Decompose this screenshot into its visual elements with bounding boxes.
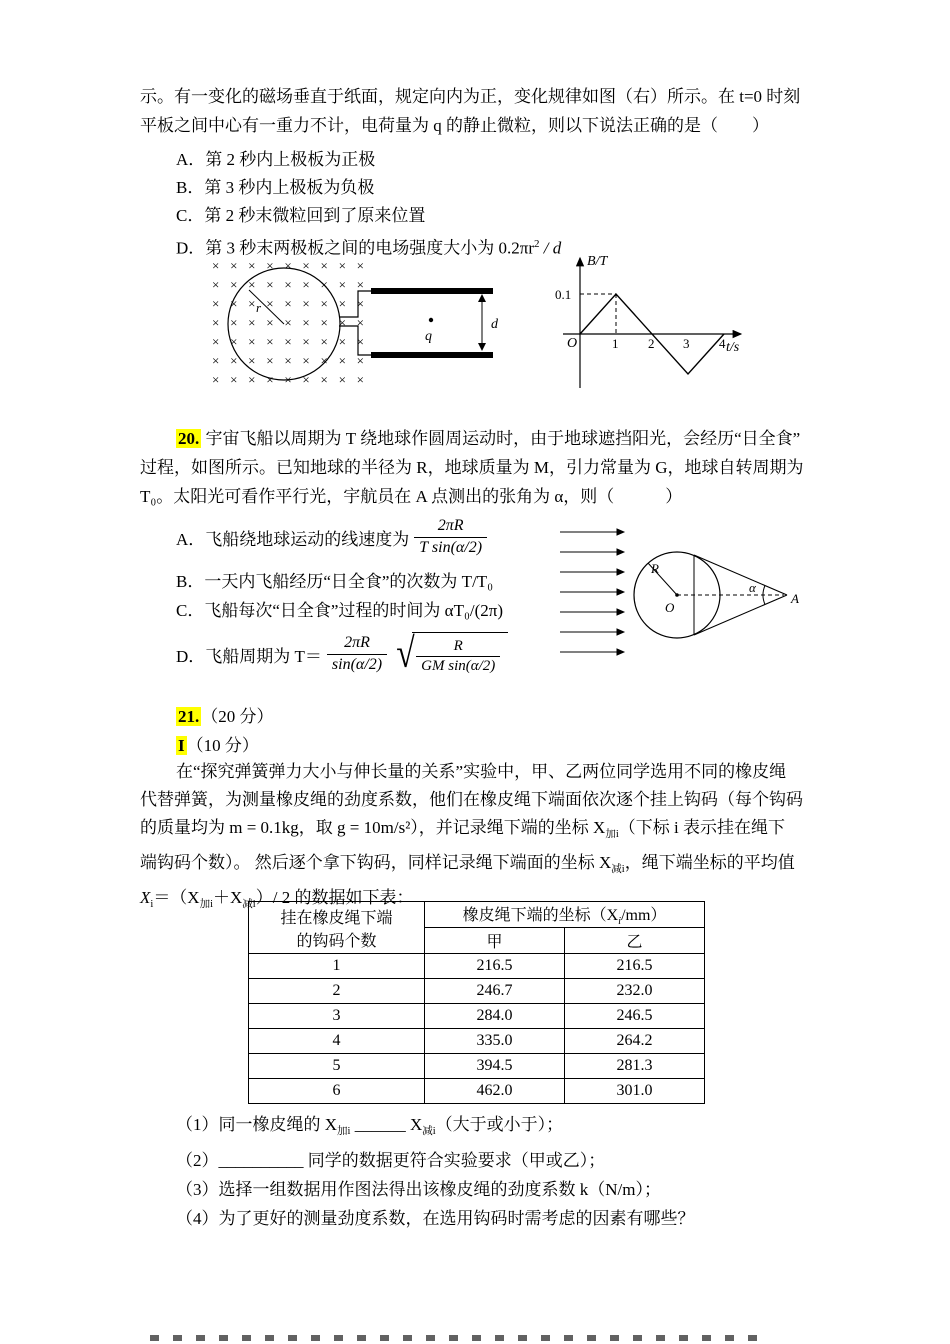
cell: 281.3: [565, 1054, 705, 1079]
q20-line-3: T₀。太阳光可看作平行光，宇航员在 A 点测出的张角为 α，则（ ）: [140, 487, 683, 506]
cell: 462.0: [425, 1079, 565, 1104]
cell: 232.0: [565, 979, 705, 1004]
q20-option-c: C．飞船每次“日全食”过程的时间为 αT₀/(2π): [176, 601, 504, 620]
svg-text:×××××××××: ×××××××××: [212, 334, 364, 349]
x-axis-label: t/s: [726, 340, 740, 355]
q19-line-1: 示。有一变化的磁场垂直于纸面，规定向内为正，变化规律如图（右）所示。在 t=0 时刻: [140, 87, 801, 106]
q21-para-line-3: 的质量均为 m = 0.1kg，取 g = 10m/s²），并记录绳下端的坐标 $X_{加i}$（下标 i 表示挂在绳下: [140, 818, 785, 840]
svg-text:×××××××××: ×××××××××: [212, 353, 364, 368]
table-row: [249, 1079, 705, 1104]
y-tick-label: 0.1: [555, 287, 572, 302]
tick-1: 1: [612, 336, 619, 351]
question-19-text: [140, 82, 830, 140]
angle-label: α: [749, 580, 756, 595]
svg-text:×××××××××: ×××××××××: [212, 296, 364, 311]
tick-2: 2: [648, 336, 655, 351]
cell: 216.5: [565, 954, 705, 979]
origin-label: O: [567, 336, 578, 351]
svg-text:×××××××××: ×××××××××: [212, 372, 364, 387]
q20-line-2: 过程，如图所示。已知地球的半径为 R，地球质量为 M，引力常量为 G，地球自转周期为: [140, 458, 804, 477]
cell: 264.2: [565, 1029, 705, 1054]
radius-label: r: [256, 300, 262, 315]
fraction: $\frac{R}{\text{GM sin(α/2)}}$: [416, 637, 500, 677]
sunlight-arrows: [560, 532, 624, 652]
top-plate: [371, 288, 493, 294]
bottom-plate: [371, 352, 493, 358]
sub-question-1: （1）同一橡皮绳的 $X_{加i}$ ______ $X_{减i}$（大于或小于）；: [176, 1115, 564, 1137]
center-label: O: [665, 600, 675, 615]
cell: 4: [249, 1029, 425, 1054]
svg-text:×××××××××: ×××××××××: [212, 258, 364, 273]
table-row: [249, 1029, 705, 1054]
sub-question-3: （3）选择一组数据用作图法得出该橡皮绳的劲度系数 k（N/m）；: [176, 1180, 661, 1199]
magnetic-field-capacitor-figure: [206, 254, 556, 392]
cell: 6: [249, 1079, 425, 1104]
cell: 2: [249, 979, 425, 1004]
q21-part-number: I: [178, 736, 185, 755]
svg-text:×××××××××: ×××××××××: [212, 315, 364, 330]
cell: 246.5: [565, 1004, 705, 1029]
q21-sub-questions: [176, 1110, 695, 1233]
q20-option-d: D．飞船周期为 T＝ $\frac{2\pi R}{\sin(\alpha/2)}$ √ $\frac{R}{\text{GM sin(α/2)}}$: [176, 627, 508, 681]
tick-4: 4: [719, 336, 726, 351]
cell: 394.5: [425, 1054, 565, 1079]
cell: 301.0: [565, 1079, 705, 1104]
q21-para-line-1: 在“探究弹簧弹力大小与伸长量的关系”实验中，甲、乙两位同学选用不同的橡皮绳: [176, 762, 787, 781]
q20-number: 20.: [178, 429, 200, 448]
cell: 284.0: [425, 1004, 565, 1029]
eclipse-figure: [552, 520, 814, 670]
measurement-table: [248, 901, 705, 1104]
cell: 5: [249, 1054, 425, 1079]
q21-paragraph: [140, 758, 835, 919]
table-header-row-1: [249, 902, 705, 928]
table-row: [249, 954, 705, 979]
q19-option-c: C．第 2 秒末微粒回到了原来位置: [176, 206, 426, 225]
earth-radius-label: R: [651, 561, 659, 576]
q19-option-b: B．第 3 秒内上极板为负极: [176, 178, 375, 197]
superscript-2: 2: [534, 238, 540, 250]
square-root: √ $\frac{R}{\text{GM sin(α/2)}}$: [394, 632, 508, 677]
cell: 3: [249, 1004, 425, 1029]
cell: 216.5: [425, 954, 565, 979]
q19-option-a: A．第 2 秒内上极板为正极: [176, 150, 376, 169]
q21-para-line-2: 代替弹簧，为测量橡皮绳的劲度系数，他们在橡皮绳下端面依次逐个挂上钩码（每个钩码: [140, 790, 803, 809]
q19-line-2: 平板之间中心有一重力不计，电荷量为 q 的静止微粒，则以下说法正确的是（ ）: [140, 116, 769, 135]
student-yi-header: 乙: [565, 928, 705, 954]
point-a-label: A: [791, 591, 799, 606]
q20-line-1: 20. 宇宙飞船以周期为 T 绕地球作圆周运动时，由于地球遮挡阳光，会经历“日全食”: [178, 429, 801, 448]
charge-label: q: [425, 329, 432, 344]
q21-number: 21.: [178, 707, 200, 726]
table-row: [249, 979, 705, 1004]
student-jia-header: 甲: [425, 928, 565, 954]
fraction: $\frac{2\pi R}{\text{T sin(α/2)}}$: [414, 516, 487, 559]
q21-part-heading: I （10 分）: [178, 736, 259, 755]
q21-para-line-4: 端钩码个数）。 然后逐个拿下钩码，同样记录绳下端面的坐标 $X_{减i}$，绳下端坐标的平均值: [140, 853, 795, 875]
plate-gap-label: d: [491, 317, 498, 332]
question-19-options: [176, 146, 561, 263]
table-row: [249, 1054, 705, 1079]
q21-para-line-5: $X_i=(X_{加i}+X_{减i})/$ 2 的数据如下表：: [140, 888, 414, 910]
cell: 246.7: [425, 979, 565, 1004]
q19-option-d: D．第 3 秒末两极板之间的电场强度大小为 $0.2\pi r^2$ / d: [176, 238, 562, 258]
fraction: $\frac{2\pi R}{\sin(\alpha/2)}$: [327, 633, 387, 676]
charged-particle-dot: [429, 318, 433, 322]
clipped-text-line: [150, 1335, 758, 1341]
sub-question-2: （2）__________ 同学的数据更符合实验要求（甲或乙）；: [176, 1151, 606, 1170]
q20-option-b: B．一天内飞船经历“日全食”的次数为 T/T₀: [176, 572, 494, 591]
svg-text:×××××××××: ×××××××××: [212, 277, 364, 292]
b-t-graph: [545, 246, 760, 398]
coordinate-header-cell: 橡皮绳下端的坐标$(X_i/mm)$: [425, 902, 705, 928]
tick-3: 3: [683, 336, 690, 351]
hook-count-header-cell: 挂在橡皮绳下端 的钩码个数: [249, 902, 425, 954]
table-row: [249, 1004, 705, 1029]
q21-heading: 21. （20 分）: [178, 707, 274, 726]
cell: 1: [249, 954, 425, 979]
cell: 335.0: [425, 1029, 565, 1054]
sub-question-4: （4）为了更好的测量劲度系数，在选用钩码时需考虑的因素有哪些？: [176, 1209, 695, 1228]
q20-option-a: A．飞船绕地球运动的线速度为 $\frac{2\pi R}{\text{T sin(α/2)}}$: [176, 514, 492, 560]
y-axis-label: B/T: [587, 254, 608, 269]
